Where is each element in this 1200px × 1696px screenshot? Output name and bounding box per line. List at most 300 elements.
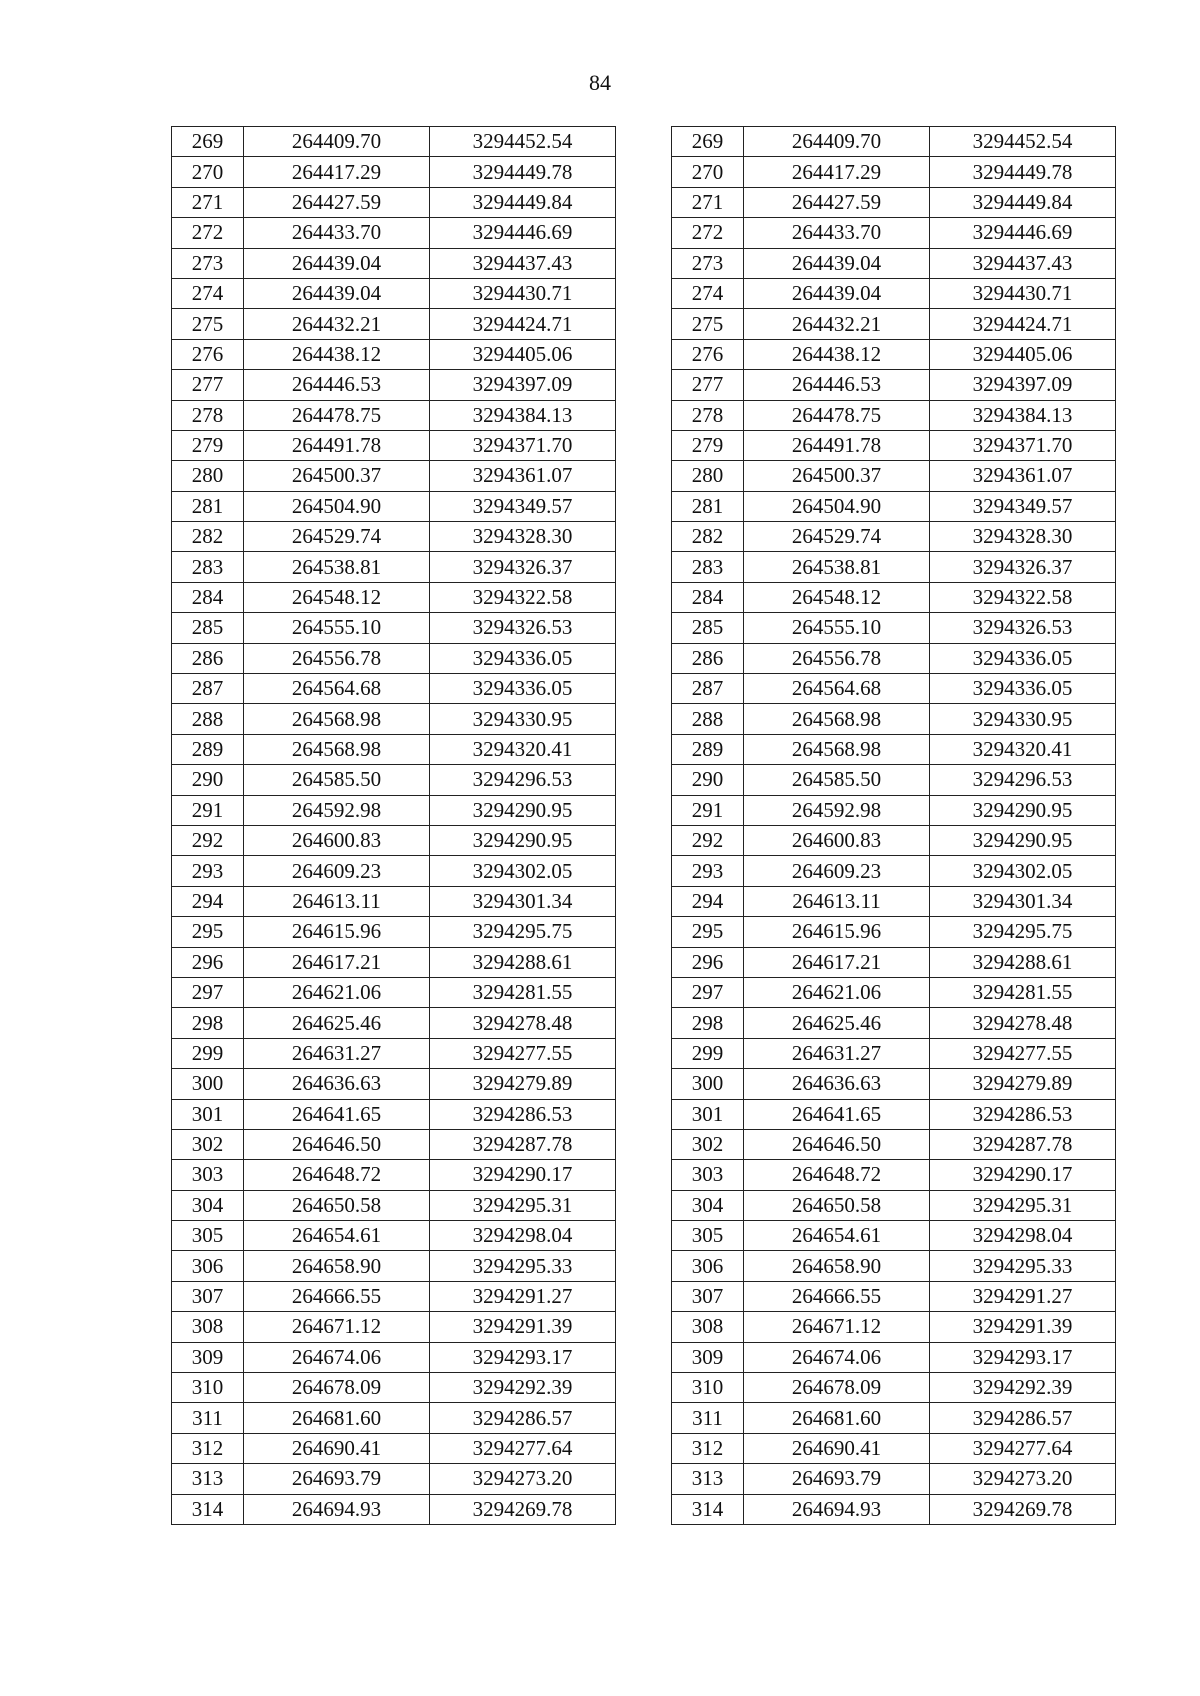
right-y-coordinate: 3294296.53 [930, 765, 1116, 795]
right-x-coordinate: 264636.63 [744, 1069, 930, 1099]
right-y-coordinate: 3294430.71 [930, 278, 1116, 308]
coordinate-table [171, 126, 1116, 1525]
spacer-cell [616, 1008, 672, 1038]
right-point-id: 307 [672, 1281, 744, 1311]
right-y-coordinate: 3294273.20 [930, 1464, 1116, 1494]
left-y-coordinate: 3294291.39 [430, 1312, 616, 1342]
right-x-coordinate: 264678.09 [744, 1373, 930, 1403]
right-x-coordinate: 264504.90 [744, 491, 930, 521]
left-x-coordinate: 264693.79 [244, 1464, 430, 1494]
left-x-coordinate: 264636.63 [244, 1069, 430, 1099]
left-x-coordinate: 264658.90 [244, 1251, 430, 1281]
left-x-coordinate: 264592.98 [244, 795, 430, 825]
left-y-coordinate: 3294293.17 [430, 1342, 616, 1372]
table-row [172, 187, 1116, 217]
spacer-cell [616, 491, 672, 521]
spacer-cell [616, 400, 672, 430]
right-x-coordinate: 264556.78 [744, 643, 930, 673]
left-y-coordinate: 3294384.13 [430, 400, 616, 430]
right-y-coordinate: 3294290.95 [930, 795, 1116, 825]
right-y-coordinate: 3294291.39 [930, 1312, 1116, 1342]
right-x-coordinate: 264654.61 [744, 1221, 930, 1251]
right-y-coordinate: 3294371.70 [930, 430, 1116, 460]
right-x-coordinate: 264666.55 [744, 1281, 930, 1311]
left-x-coordinate: 264613.11 [244, 886, 430, 916]
table-row [172, 157, 1116, 187]
left-x-coordinate: 264548.12 [244, 582, 430, 612]
left-y-coordinate: 3294286.57 [430, 1403, 616, 1433]
left-point-id: 302 [172, 1129, 244, 1159]
left-point-id: 285 [172, 613, 244, 643]
spacer-cell [616, 582, 672, 612]
right-x-coordinate: 264690.41 [744, 1433, 930, 1463]
table-row [172, 1464, 1116, 1494]
left-x-coordinate: 264568.98 [244, 734, 430, 764]
right-y-coordinate: 3294405.06 [930, 339, 1116, 369]
right-point-id: 288 [672, 704, 744, 734]
left-point-id: 308 [172, 1312, 244, 1342]
left-y-coordinate: 3294277.64 [430, 1433, 616, 1463]
right-point-id: 311 [672, 1403, 744, 1433]
left-point-id: 304 [172, 1190, 244, 1220]
right-y-coordinate: 3294298.04 [930, 1221, 1116, 1251]
spacer-cell [616, 734, 672, 764]
right-x-coordinate: 264641.65 [744, 1099, 930, 1129]
right-point-id: 287 [672, 674, 744, 704]
table-row [172, 704, 1116, 734]
left-x-coordinate: 264564.68 [244, 674, 430, 704]
left-x-coordinate: 264409.70 [244, 127, 430, 157]
table-row [172, 856, 1116, 886]
right-point-id: 279 [672, 430, 744, 460]
left-x-coordinate: 264491.78 [244, 430, 430, 460]
left-y-coordinate: 3294281.55 [430, 977, 616, 1007]
spacer-cell [616, 309, 672, 339]
table-row [172, 613, 1116, 643]
spacer-cell [616, 704, 672, 734]
spacer-cell [616, 1251, 672, 1281]
right-y-coordinate: 3294322.58 [930, 582, 1116, 612]
left-y-coordinate: 3294349.57 [430, 491, 616, 521]
left-point-id: 309 [172, 1342, 244, 1372]
table-row [172, 1433, 1116, 1463]
left-x-coordinate: 264417.29 [244, 157, 430, 187]
left-point-id: 288 [172, 704, 244, 734]
table-row [172, 339, 1116, 369]
right-y-coordinate: 3294336.05 [930, 643, 1116, 673]
spacer-cell [616, 1403, 672, 1433]
right-y-coordinate: 3294286.53 [930, 1099, 1116, 1129]
left-x-coordinate: 264681.60 [244, 1403, 430, 1433]
right-point-id: 314 [672, 1494, 744, 1524]
left-point-id: 290 [172, 765, 244, 795]
left-y-coordinate: 3294301.34 [430, 886, 616, 916]
left-x-coordinate: 264631.27 [244, 1038, 430, 1068]
table-row [172, 1038, 1116, 1068]
left-x-coordinate: 264678.09 [244, 1373, 430, 1403]
left-y-coordinate: 3294295.33 [430, 1251, 616, 1281]
left-x-coordinate: 264671.12 [244, 1312, 430, 1342]
left-y-coordinate: 3294328.30 [430, 522, 616, 552]
right-point-id: 271 [672, 187, 744, 217]
left-point-id: 306 [172, 1251, 244, 1281]
spacer-cell [616, 1281, 672, 1311]
right-y-coordinate: 3294279.89 [930, 1069, 1116, 1099]
left-y-coordinate: 3294278.48 [430, 1008, 616, 1038]
spacer-cell [616, 522, 672, 552]
left-point-id: 281 [172, 491, 244, 521]
left-point-id: 287 [172, 674, 244, 704]
left-point-id: 286 [172, 643, 244, 673]
right-x-coordinate: 264617.21 [744, 947, 930, 977]
left-point-id: 272 [172, 218, 244, 248]
right-x-coordinate: 264658.90 [744, 1251, 930, 1281]
right-y-coordinate: 3294281.55 [930, 977, 1116, 1007]
table-row [172, 127, 1116, 157]
right-x-coordinate: 264615.96 [744, 917, 930, 947]
table-row [172, 278, 1116, 308]
right-x-coordinate: 264478.75 [744, 400, 930, 430]
left-point-id: 283 [172, 552, 244, 582]
table-row [172, 1281, 1116, 1311]
right-point-id: 285 [672, 613, 744, 643]
right-y-coordinate: 3294424.71 [930, 309, 1116, 339]
left-y-coordinate: 3294290.95 [430, 795, 616, 825]
right-x-coordinate: 264446.53 [744, 370, 930, 400]
right-x-coordinate: 264671.12 [744, 1312, 930, 1342]
left-point-id: 270 [172, 157, 244, 187]
table-row [172, 947, 1116, 977]
right-y-coordinate: 3294328.30 [930, 522, 1116, 552]
left-point-id: 295 [172, 917, 244, 947]
left-x-coordinate: 264646.50 [244, 1129, 430, 1159]
spacer-cell [616, 613, 672, 643]
right-x-coordinate: 264548.12 [744, 582, 930, 612]
left-x-coordinate: 264478.75 [244, 400, 430, 430]
left-x-coordinate: 264556.78 [244, 643, 430, 673]
table-row [172, 765, 1116, 795]
left-y-coordinate: 3294437.43 [430, 248, 616, 278]
right-y-coordinate: 3294437.43 [930, 248, 1116, 278]
left-y-coordinate: 3294336.05 [430, 674, 616, 704]
right-point-id: 280 [672, 461, 744, 491]
right-x-coordinate: 264439.04 [744, 278, 930, 308]
table-row [172, 400, 1116, 430]
right-x-coordinate: 264650.58 [744, 1190, 930, 1220]
right-x-coordinate: 264555.10 [744, 613, 930, 643]
right-y-coordinate: 3294449.84 [930, 187, 1116, 217]
spacer-cell [616, 825, 672, 855]
right-x-coordinate: 264538.81 [744, 552, 930, 582]
left-x-coordinate: 264609.23 [244, 856, 430, 886]
right-y-coordinate: 3294291.27 [930, 1281, 1116, 1311]
left-point-id: 310 [172, 1373, 244, 1403]
left-y-coordinate: 3294288.61 [430, 947, 616, 977]
right-y-coordinate: 3294293.17 [930, 1342, 1116, 1372]
left-x-coordinate: 264615.96 [244, 917, 430, 947]
left-x-coordinate: 264650.58 [244, 1190, 430, 1220]
table-row [172, 1190, 1116, 1220]
spacer-cell [616, 1221, 672, 1251]
right-x-coordinate: 264433.70 [744, 218, 930, 248]
right-x-coordinate: 264438.12 [744, 339, 930, 369]
spacer-cell [616, 1312, 672, 1342]
right-y-coordinate: 3294361.07 [930, 461, 1116, 491]
spacer-cell [616, 218, 672, 248]
left-point-id: 293 [172, 856, 244, 886]
right-point-id: 305 [672, 1221, 744, 1251]
spacer-cell [616, 1038, 672, 1068]
right-x-coordinate: 264674.06 [744, 1342, 930, 1372]
right-point-id: 313 [672, 1464, 744, 1494]
right-point-id: 276 [672, 339, 744, 369]
right-point-id: 298 [672, 1008, 744, 1038]
right-y-coordinate: 3294295.31 [930, 1190, 1116, 1220]
spacer-cell [616, 947, 672, 977]
left-y-coordinate: 3294397.09 [430, 370, 616, 400]
left-x-coordinate: 264666.55 [244, 1281, 430, 1311]
spacer-cell [616, 1099, 672, 1129]
right-x-coordinate: 264631.27 [744, 1038, 930, 1068]
left-y-coordinate: 3294449.84 [430, 187, 616, 217]
right-x-coordinate: 264681.60 [744, 1403, 930, 1433]
left-point-id: 278 [172, 400, 244, 430]
right-y-coordinate: 3294292.39 [930, 1373, 1116, 1403]
spacer-cell [616, 187, 672, 217]
left-x-coordinate: 264439.04 [244, 278, 430, 308]
left-x-coordinate: 264555.10 [244, 613, 430, 643]
table-row [172, 1251, 1116, 1281]
right-y-coordinate: 3294330.95 [930, 704, 1116, 734]
right-y-coordinate: 3294277.55 [930, 1038, 1116, 1068]
spacer-cell [616, 157, 672, 187]
right-y-coordinate: 3294295.33 [930, 1251, 1116, 1281]
left-point-id: 313 [172, 1464, 244, 1494]
right-point-id: 277 [672, 370, 744, 400]
spacer-cell [616, 1433, 672, 1463]
left-x-coordinate: 264674.06 [244, 1342, 430, 1372]
right-x-coordinate: 264491.78 [744, 430, 930, 460]
table-row [172, 1312, 1116, 1342]
table-row [172, 886, 1116, 916]
table-row [172, 917, 1116, 947]
right-point-id: 310 [672, 1373, 744, 1403]
right-point-id: 273 [672, 248, 744, 278]
left-y-coordinate: 3294302.05 [430, 856, 616, 886]
left-x-coordinate: 264439.04 [244, 248, 430, 278]
left-y-coordinate: 3294330.95 [430, 704, 616, 734]
left-x-coordinate: 264617.21 [244, 947, 430, 977]
left-y-coordinate: 3294292.39 [430, 1373, 616, 1403]
right-x-coordinate: 264568.98 [744, 734, 930, 764]
spacer-cell [616, 856, 672, 886]
left-point-id: 297 [172, 977, 244, 1007]
right-point-id: 272 [672, 218, 744, 248]
right-y-coordinate: 3294446.69 [930, 218, 1116, 248]
spacer-cell [616, 917, 672, 947]
right-y-coordinate: 3294269.78 [930, 1494, 1116, 1524]
table-row [172, 582, 1116, 612]
table-row [172, 977, 1116, 1007]
right-point-id: 302 [672, 1129, 744, 1159]
left-y-coordinate: 3294279.89 [430, 1069, 616, 1099]
right-x-coordinate: 264439.04 [744, 248, 930, 278]
right-point-id: 296 [672, 947, 744, 977]
right-y-coordinate: 3294277.64 [930, 1433, 1116, 1463]
left-point-id: 312 [172, 1433, 244, 1463]
spacer-cell [616, 643, 672, 673]
left-y-coordinate: 3294295.75 [430, 917, 616, 947]
right-point-id: 295 [672, 917, 744, 947]
spacer-cell [616, 674, 672, 704]
left-y-coordinate: 3294295.31 [430, 1190, 616, 1220]
table-row [172, 1373, 1116, 1403]
right-y-coordinate: 3294336.05 [930, 674, 1116, 704]
right-point-id: 281 [672, 491, 744, 521]
left-point-id: 273 [172, 248, 244, 278]
table-row [172, 1069, 1116, 1099]
right-y-coordinate: 3294349.57 [930, 491, 1116, 521]
spacer-cell [616, 370, 672, 400]
table-row [172, 734, 1116, 764]
right-x-coordinate: 264609.23 [744, 856, 930, 886]
right-y-coordinate: 3294302.05 [930, 856, 1116, 886]
table-row [172, 522, 1116, 552]
right-y-coordinate: 3294287.78 [930, 1129, 1116, 1159]
right-y-coordinate: 3294397.09 [930, 370, 1116, 400]
left-x-coordinate: 264500.37 [244, 461, 430, 491]
left-point-id: 279 [172, 430, 244, 460]
left-y-coordinate: 3294277.55 [430, 1038, 616, 1068]
table-row [172, 1160, 1116, 1190]
left-point-id: 301 [172, 1099, 244, 1129]
left-point-id: 275 [172, 309, 244, 339]
right-point-id: 283 [672, 552, 744, 582]
left-y-coordinate: 3294296.53 [430, 765, 616, 795]
right-x-coordinate: 264585.50 [744, 765, 930, 795]
left-x-coordinate: 264690.41 [244, 1433, 430, 1463]
left-point-id: 303 [172, 1160, 244, 1190]
left-y-coordinate: 3294290.95 [430, 825, 616, 855]
left-y-coordinate: 3294430.71 [430, 278, 616, 308]
right-x-coordinate: 264564.68 [744, 674, 930, 704]
right-y-coordinate: 3294295.75 [930, 917, 1116, 947]
left-point-id: 282 [172, 522, 244, 552]
right-point-id: 300 [672, 1069, 744, 1099]
right-point-id: 270 [672, 157, 744, 187]
left-point-id: 277 [172, 370, 244, 400]
right-x-coordinate: 264613.11 [744, 886, 930, 916]
spacer-cell [616, 1342, 672, 1372]
left-y-coordinate: 3294336.05 [430, 643, 616, 673]
spacer-cell [616, 886, 672, 916]
spacer-cell [616, 1464, 672, 1494]
spacer-cell [616, 1129, 672, 1159]
left-y-coordinate: 3294320.41 [430, 734, 616, 764]
spacer-cell [616, 278, 672, 308]
spacer-cell [616, 552, 672, 582]
left-x-coordinate: 264529.74 [244, 522, 430, 552]
right-point-id: 309 [672, 1342, 744, 1372]
right-y-coordinate: 3294326.37 [930, 552, 1116, 582]
right-y-coordinate: 3294301.34 [930, 886, 1116, 916]
left-y-coordinate: 3294286.53 [430, 1099, 616, 1129]
right-point-id: 282 [672, 522, 744, 552]
left-y-coordinate: 3294446.69 [430, 218, 616, 248]
left-x-coordinate: 264433.70 [244, 218, 430, 248]
left-y-coordinate: 3294405.06 [430, 339, 616, 369]
right-point-id: 284 [672, 582, 744, 612]
right-point-id: 289 [672, 734, 744, 764]
left-x-coordinate: 264568.98 [244, 704, 430, 734]
left-y-coordinate: 3294287.78 [430, 1129, 616, 1159]
left-point-id: 298 [172, 1008, 244, 1038]
right-x-coordinate: 264600.83 [744, 825, 930, 855]
left-x-coordinate: 264438.12 [244, 339, 430, 369]
left-x-coordinate: 264648.72 [244, 1160, 430, 1190]
table-row [172, 1494, 1116, 1524]
right-y-coordinate: 3294290.95 [930, 825, 1116, 855]
left-point-id: 289 [172, 734, 244, 764]
right-y-coordinate: 3294384.13 [930, 400, 1116, 430]
spacer-cell [616, 1373, 672, 1403]
spacer-cell [616, 127, 672, 157]
right-x-coordinate: 264625.46 [744, 1008, 930, 1038]
left-y-coordinate: 3294452.54 [430, 127, 616, 157]
right-y-coordinate: 3294326.53 [930, 613, 1116, 643]
left-point-id: 311 [172, 1403, 244, 1433]
left-y-coordinate: 3294298.04 [430, 1221, 616, 1251]
spacer-cell [616, 339, 672, 369]
left-x-coordinate: 264621.06 [244, 977, 430, 1007]
left-y-coordinate: 3294361.07 [430, 461, 616, 491]
right-point-id: 312 [672, 1433, 744, 1463]
coordinate-table-body [172, 127, 1116, 1525]
right-point-id: 291 [672, 795, 744, 825]
left-x-coordinate: 264600.83 [244, 825, 430, 855]
table-row [172, 248, 1116, 278]
left-x-coordinate: 264694.93 [244, 1494, 430, 1524]
right-point-id: 301 [672, 1099, 744, 1129]
right-point-id: 290 [672, 765, 744, 795]
right-y-coordinate: 3294320.41 [930, 734, 1116, 764]
right-x-coordinate: 264417.29 [744, 157, 930, 187]
right-point-id: 286 [672, 643, 744, 673]
left-x-coordinate: 264432.21 [244, 309, 430, 339]
right-point-id: 303 [672, 1160, 744, 1190]
left-y-coordinate: 3294371.70 [430, 430, 616, 460]
spacer-cell [616, 795, 672, 825]
left-y-coordinate: 3294322.58 [430, 582, 616, 612]
right-x-coordinate: 264427.59 [744, 187, 930, 217]
right-point-id: 304 [672, 1190, 744, 1220]
spacer-cell [616, 1494, 672, 1524]
left-y-coordinate: 3294273.20 [430, 1464, 616, 1494]
spacer-cell [616, 1190, 672, 1220]
right-x-coordinate: 264500.37 [744, 461, 930, 491]
table-row [172, 461, 1116, 491]
left-point-id: 291 [172, 795, 244, 825]
left-x-coordinate: 264625.46 [244, 1008, 430, 1038]
left-y-coordinate: 3294424.71 [430, 309, 616, 339]
table-row [172, 1221, 1116, 1251]
page-number: 84 [589, 70, 611, 95]
left-y-coordinate: 3294326.53 [430, 613, 616, 643]
left-y-coordinate: 3294326.37 [430, 552, 616, 582]
right-x-coordinate: 264529.74 [744, 522, 930, 552]
table-row [172, 643, 1116, 673]
spacer-cell [616, 977, 672, 1007]
